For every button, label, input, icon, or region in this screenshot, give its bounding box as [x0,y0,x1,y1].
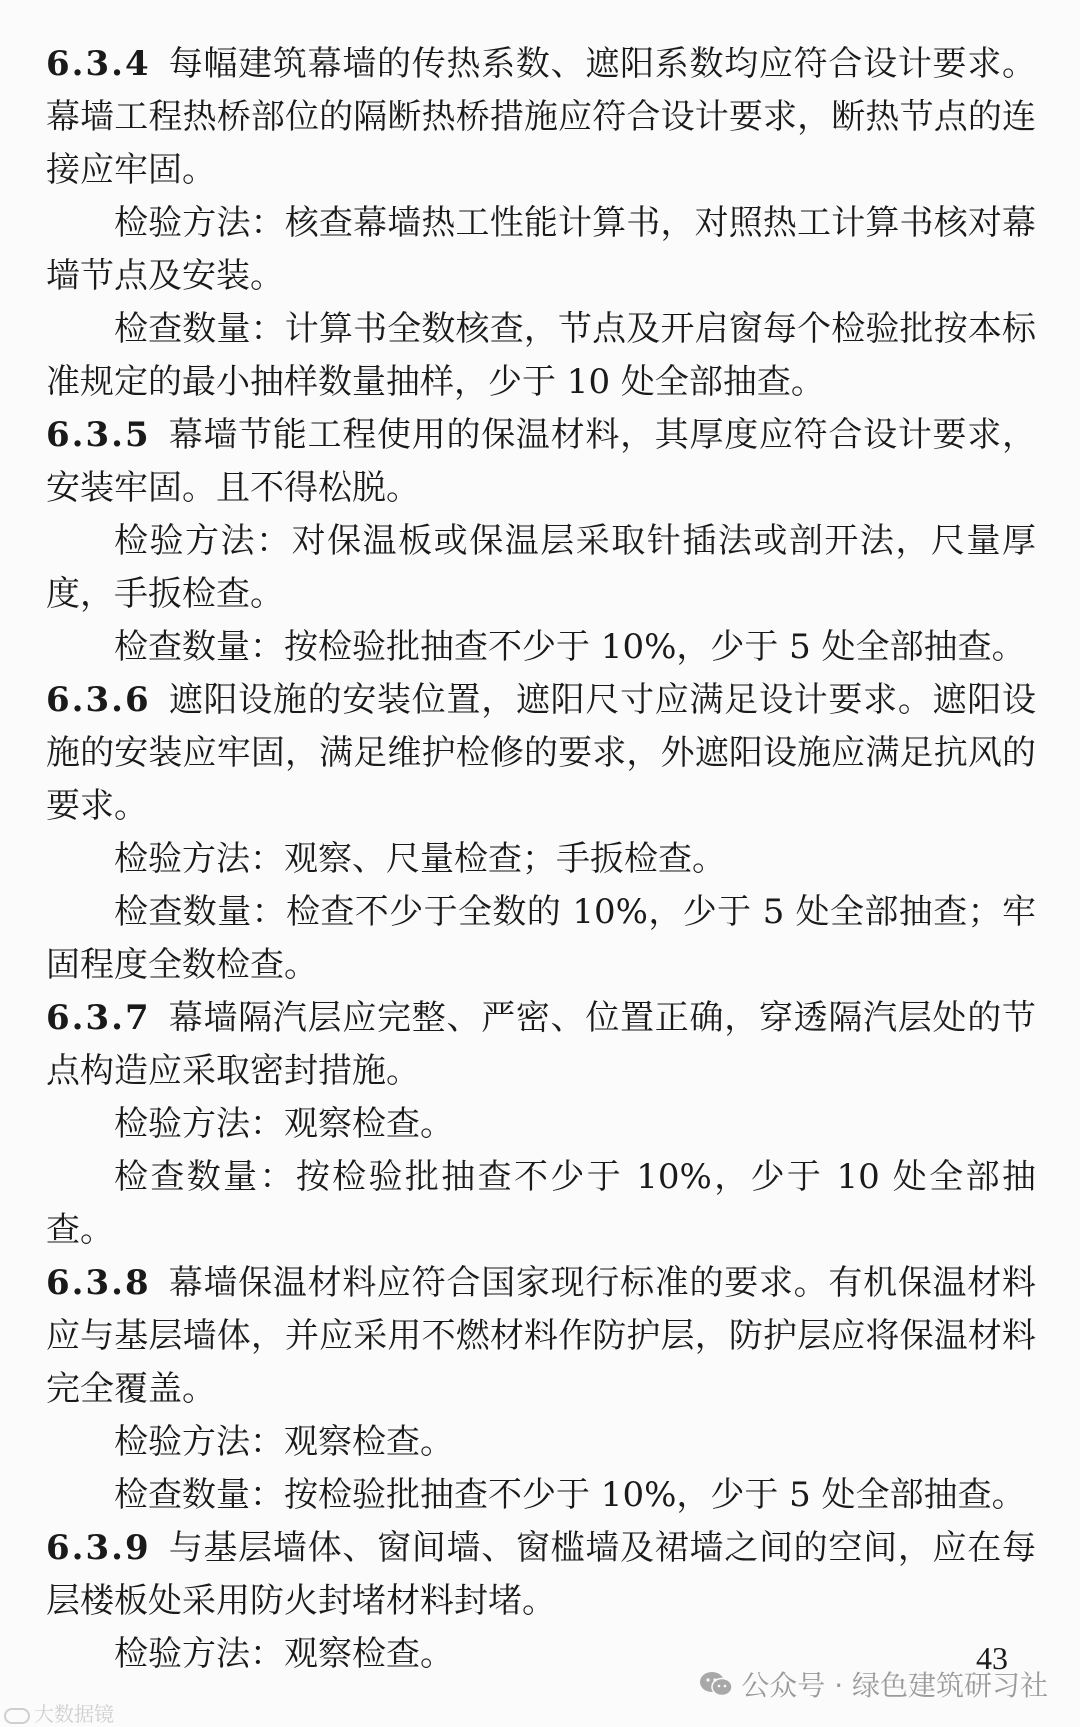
clause-number: 6.3.5 [46,415,151,455]
watermark-right [699,1664,1048,1704]
clause-number: 6.3.7 [46,998,151,1038]
inspection-method: 检验方法：观察检查。 [114,1104,454,1144]
clause-text: 幕墙节能工程使用的保温材料，其厚度应符合设计要求，安装牢固。且不得松脱。 [46,415,1036,508]
inspection-method: 检验方法：核查幕墙热工性能计算书，对照热工计算书核对幕墙节点及安装。 [46,203,1036,296]
inspection-quantity: 检查数量：按检验批抽查不少于 10%，少于 5 处全部抽查。 [114,627,1026,667]
clause-text: 每幅建筑幕墙的传热系数、遮阳系数均应符合设计要求。幕墙工程热桥部位的隔断热桥措施应符合设计要求，断热节点的连接应牢固。 [46,44,1036,190]
clause-6-3-7 [46,992,1036,1257]
inspection-quantity: 检查数量：检查不少于全数的 10%，少于 5 处全部抽查；牢固程度全数检查。 [46,892,1036,985]
clause-number: 6.3.4 [46,44,151,84]
clause-text: 幕墙隔汽层应完整、严密、位置正确，穿透隔汽层处的节点构造应采取密封措施。 [46,998,1036,1091]
clause-6-3-8 [46,1257,1036,1522]
watermark-logo-icon [4,1708,30,1724]
inspection-quantity: 检查数量：按检验批抽查不少于 10%，少于 10 处全部抽查。 [46,1157,1036,1250]
wechat-icon [699,1670,733,1698]
clause-text: 幕墙保温材料应符合国家现行标准的要求。有机保温材料应与基层墙体，并应采用不燃材料作防护层，防护层应将保温材料完全覆盖。 [46,1263,1036,1409]
clause-6-3-6 [46,674,1036,992]
watermark-left [4,1698,114,1727]
inspection-method: 检验方法：观察、尺量检查；手扳检查。 [114,839,726,879]
clause-number: 6.3.8 [46,1263,151,1303]
inspection-method: 检验方法：对保温板或保温层采取针插法或剖开法，尺量厚度，手扳检查。 [46,521,1036,614]
watermark-left-text: 大数据镜 [34,1702,114,1726]
clause-text: 遮阳设施的安装位置，遮阳尺寸应满足设计要求。遮阳设施的安装应牢固，满足维护检修的要求，外遮阳设施应满足抗风的要求。 [46,680,1036,826]
inspection-method: 检验方法：观察检查。 [114,1634,454,1674]
clause-6-3-5 [46,409,1036,674]
clause-text: 与基层墙体、窗间墙、窗槛墙及裙墙之间的空间，应在每层楼板处采用防火封堵材料封堵。 [46,1528,1036,1621]
inspection-method: 检验方法：观察检查。 [114,1422,454,1462]
clause-6-3-9 [46,1522,1036,1681]
document-page [46,38,1036,1681]
clause-number: 6.3.9 [46,1528,151,1568]
clause-number: 6.3.6 [46,680,151,720]
watermark-right-text: 公众号 · 绿色建筑研习社 [741,1669,1048,1702]
inspection-quantity: 检查数量：按检验批抽查不少于 10%，少于 5 处全部抽查。 [114,1475,1026,1515]
inspection-quantity: 检查数量：计算书全数核查，节点及开启窗每个检验批按本标准规定的最小抽样数量抽样，少于 10 处全部抽查。 [46,309,1036,402]
clause-6-3-4 [46,38,1036,409]
page-number: 43 [976,1640,1008,1676]
